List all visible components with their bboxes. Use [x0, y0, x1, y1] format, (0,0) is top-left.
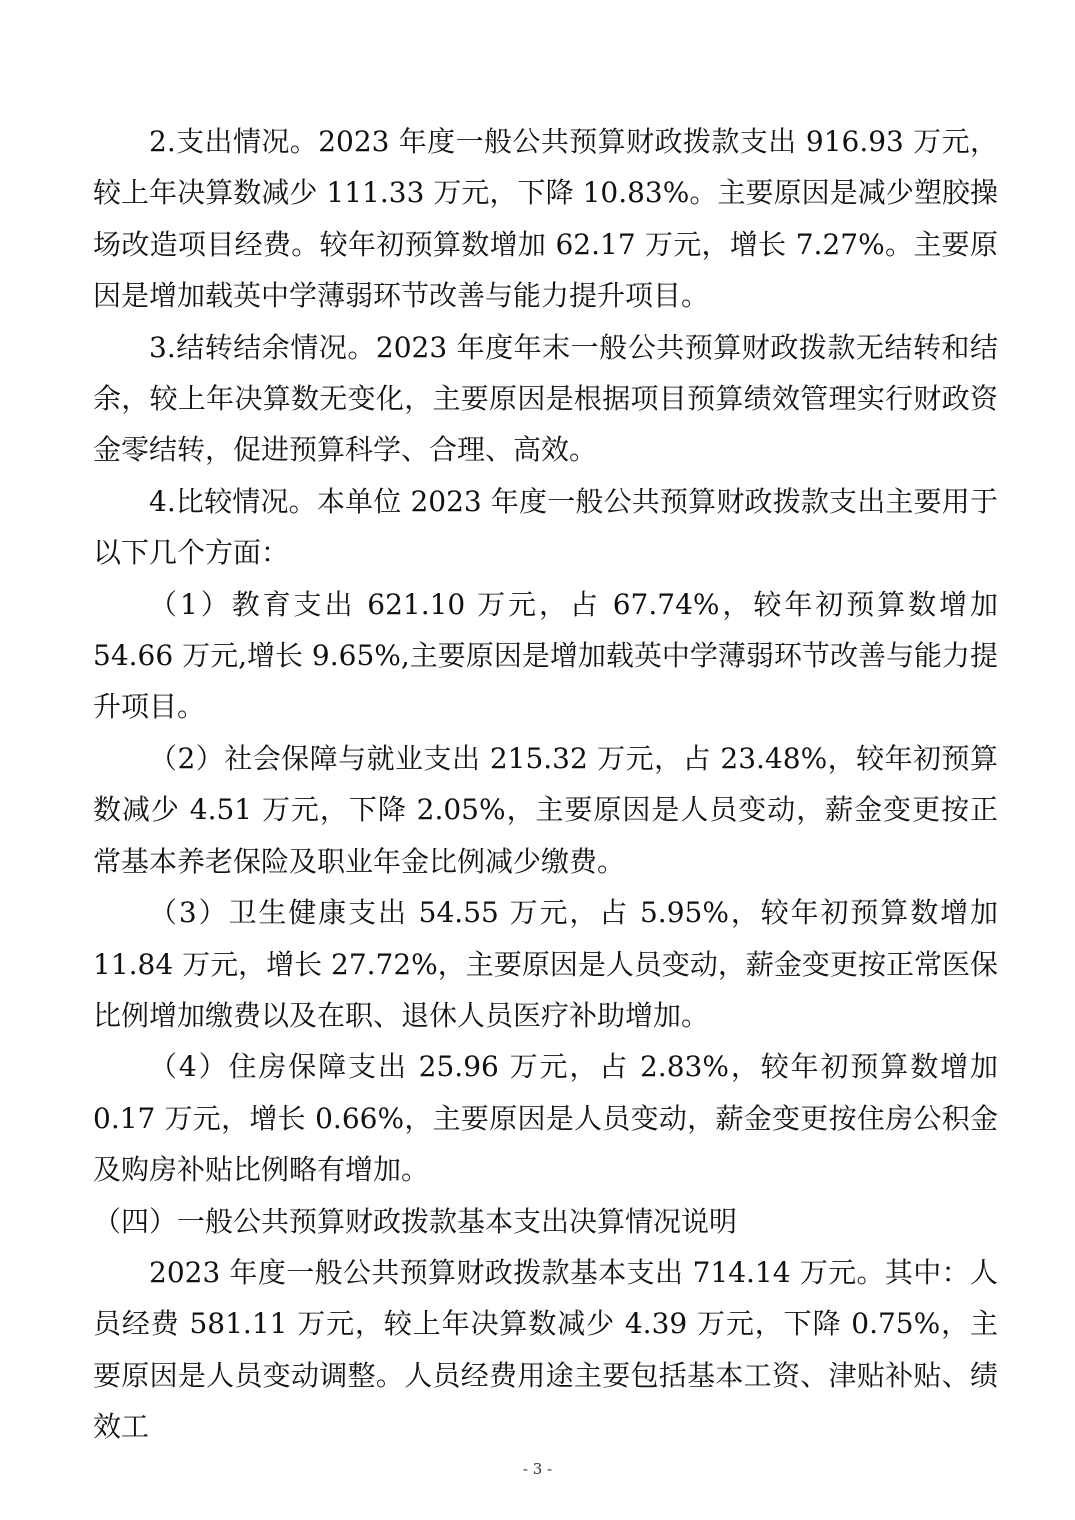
paragraph-carryover: 3.结转结余情况。2023 年度年末一般公共预算财政拨款无结转和结余，较上年决算数无变化，主要原因是根据项目预算绩效管理实行财政资金零结转，促进预算科学、合理、高效。	[93, 330, 998, 467]
section-heading: （四）一般公共预算财政拨款基本支出决算情况说明	[93, 1204, 738, 1238]
paragraph-health: （3）卫生健康支出 54.55 万元，占 5.95%，较年初预算数增加 11.84 万元，增长 27.72%，主要原因是人员变动，薪金变更按正常医保比例增加缴费以及在职、退休人员医疗补助增加。	[93, 896, 998, 1032]
page-number: - 3 -	[522, 1460, 553, 1478]
paragraph-education: （1）教育支出 621.10 万元，占 67.74%，较年初预算数增加 54.66 万元,增长 9.65%,主要原因是增加载英中学薄弱环节改善与能力提升项目。	[93, 587, 998, 724]
paragraph-expenditure: 2.支出情况。2023 年度一般公共预算财政拨款支出 916.93 万元，较上年决算数减少 111.33 万元，下降 10.83%。主要原因是减少塑胶操场改造项目经费。较年初预算数增加 62.17 万元，增长 7.27%。主要原因是增加载英中学薄弱环节改善与能力提升项目。	[93, 125, 998, 313]
paragraph-comparison: 4.比较情况。本单位 2023 年度一般公共预算财政拨款支出主要用于以下几个方面：	[93, 484, 998, 570]
document-body	[93, 116, 998, 1453]
paragraph-housing: （4）住房保障支出 25.96 万元，占 2.83%，较年初预算数增加 0.17 万元，增长 0.66%，主要原因是人员变动，薪金变更按住房公积金及购房补贴比例略有增加。	[93, 1050, 998, 1187]
paragraph-basic-expenditure: 2023 年度一般公共预算财政拨款基本支出 714.14 万元。其中：人员经费 581.11 万元，较上年决算数减少 4.39 万元，下降 0.75%，主要原因是人员变动调整。人员经费用途主要包括基本工资、津贴补贴、绩效工	[93, 1255, 998, 1444]
paragraph-social-security: （2）社会保障与就业支出 215.32 万元，占 23.48%，较年初预算数减少 4.51 万元，下降 2.05%，主要原因是人员变动，薪金变更按正常基本养老保险及职业年金比例减少缴费。	[93, 741, 998, 878]
